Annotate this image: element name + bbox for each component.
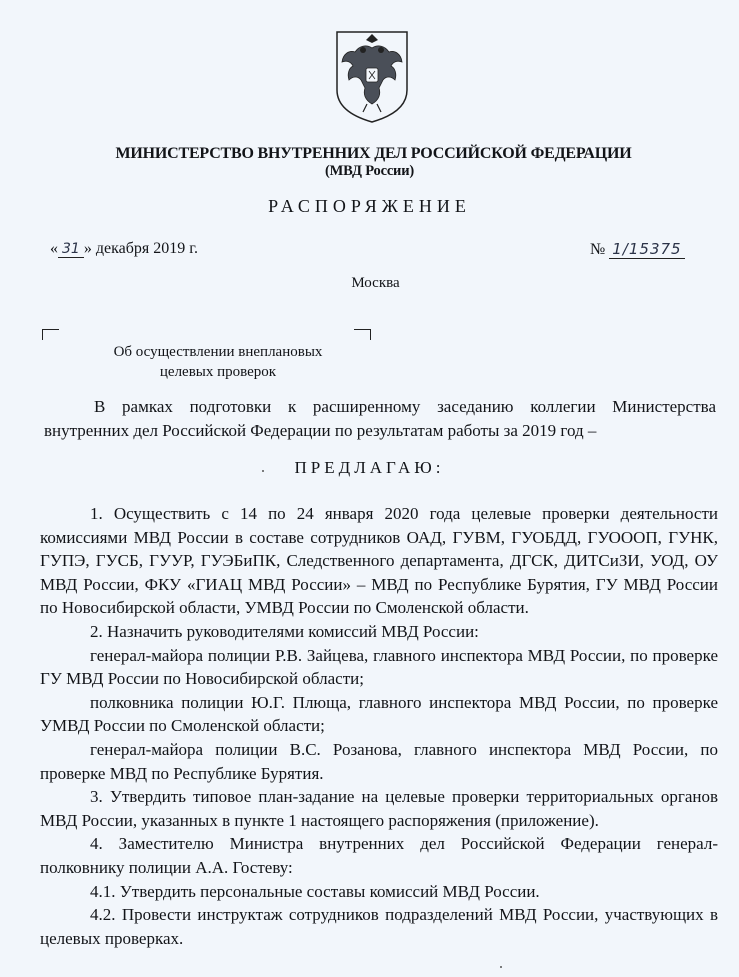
document-number: [590, 240, 685, 259]
coat-of-arms-icon: [333, 28, 411, 124]
number-label: №: [590, 241, 606, 258]
ministry-short-name: (МВД России): [325, 163, 414, 179]
intro-paragraph: В рамках подготовки к расширенному заседанию коллегии Министерства внутренних дел Российской Федерации по результатам работы за 2019 год –: [44, 397, 716, 440]
paragraph-item-2-c: генерал-майора полиции В.С. Розанова, главного инспектора МВД России, по проверке МВД по Республике Бурятия.: [40, 739, 718, 783]
document-date: [50, 240, 198, 258]
subject-bracket-left: [42, 329, 59, 340]
propose-heading: ПРЕДЛАГАЮ:: [294, 458, 445, 477]
paragraph-item-2: 2. Назначить руководителями комиссий МВД России:: [90, 621, 479, 641]
paragraph-item-1: 1. Осуществить с 14 по 24 января 2020 года целевые проверки деятельности комиссиями МВД России в составе сотрудников ОАД, ГУВМ, ГУОБДД, ГУОООП, ГУНК, ГУПЭ, ГУСБ, ГУУР, ГУЭБиПК, Следственного департамента, ДГСК, ДИТСиЗИ, УОД, ОУ МВД России, ФКУ «ГИАЦ МВД России» – МВД по Республике Бурятия, ГУ МВД России по Новосибирской области, УМВД России по Смоленской области.: [40, 504, 718, 618]
subject-line: целевых проверок: [159, 364, 277, 380]
paragraph-item-2-b: полковника полиции Ю.Г. Плюща, главного инспектора МВД России, по проверке УМВД России по Смоленской области;: [40, 692, 718, 736]
document-subject: [88, 342, 348, 382]
scan-speck: [500, 966, 502, 968]
paragraph-item-4-1: 4.1. Утвердить персональные составы комиссий МВД России.: [90, 881, 540, 901]
document-city: Москва: [351, 275, 400, 291]
document-body: [40, 502, 718, 950]
subject-bracket-right: [354, 329, 371, 340]
paragraph-item-2-a: генерал-майора полиции Р.В. Зайцева, главного инспектора МВД России, по проверке ГУ МВД России по Новосибирской области;: [40, 645, 718, 689]
date-open-quote: «: [50, 240, 58, 257]
paragraph-item-4: 4. Заместителю Министра внутренних дел Российской Федерации генерал-полковнику полиции А.А. Гостеву:: [40, 834, 718, 877]
date-day-handwritten: 31: [58, 241, 84, 258]
ministry-name: МИНИСТЕРСТВО ВНУТРЕННИХ ДЕЛ РОССИЙСКОЙ ФЕДЕРАЦИИ: [115, 145, 632, 162]
number-handwritten: 1/15375: [609, 240, 684, 259]
date-month-year: » декабря 2019 г.: [83, 240, 198, 257]
document-type: РАСПОРЯЖЕНИЕ: [268, 196, 471, 216]
subject-line: Об осуществлении внеплановых: [113, 344, 323, 360]
paragraph-item-4-2: 4.2. Провести инструктаж сотрудников подразделений МВД России, участвующих в целевых проверках.: [40, 905, 718, 948]
paragraph-item-3: 3. Утвердить типовое план-задание на целевые проверки территориальных органов МВД России, указанных в пункте 1 настоящего распоряжения (приложение).: [40, 787, 718, 830]
